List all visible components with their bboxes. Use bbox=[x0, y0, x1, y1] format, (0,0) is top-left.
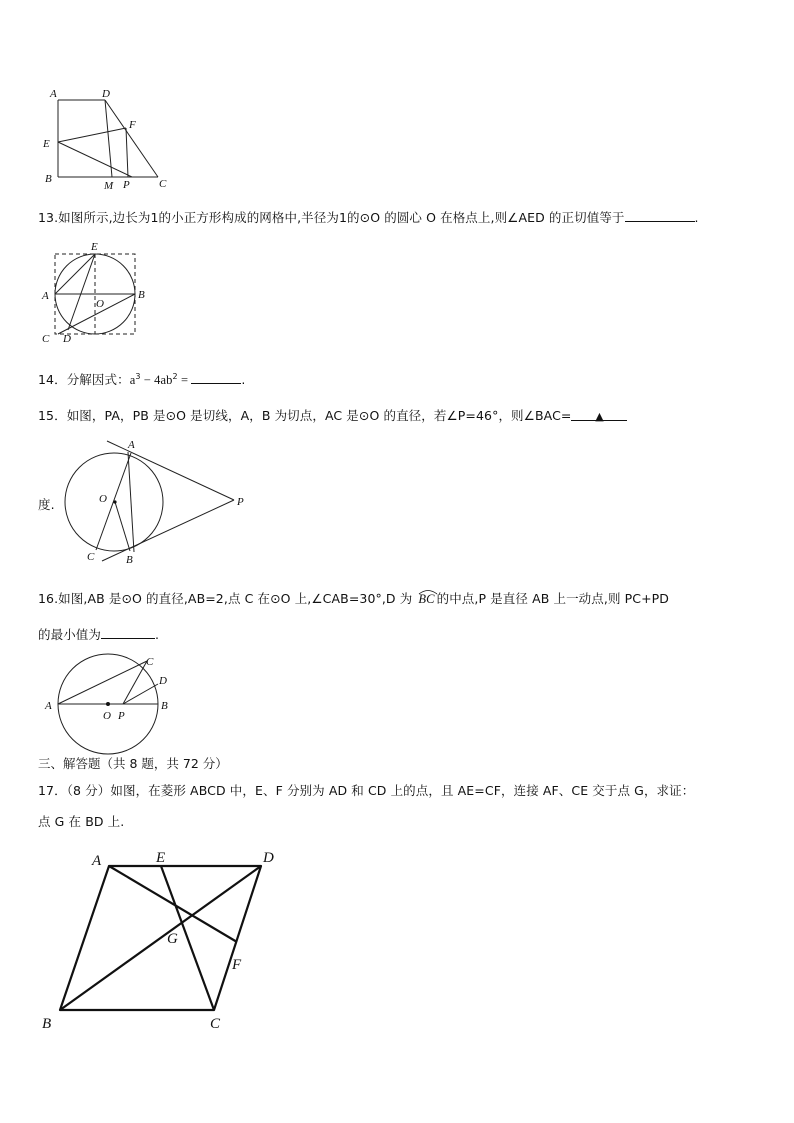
label-A: A bbox=[50, 88, 57, 100]
question-16-line1 bbox=[38, 589, 669, 607]
exponent-3: 3 bbox=[135, 372, 141, 381]
label-B: B bbox=[45, 173, 52, 185]
label-D: D bbox=[263, 850, 274, 866]
answer-blank-15 bbox=[571, 408, 627, 421]
label-A: A bbox=[128, 439, 135, 451]
question-16-text-b: 的中点,P 是直径 AB 上一动点,则 PC+PD bbox=[436, 591, 670, 606]
expr-eq: = bbox=[177, 373, 192, 387]
label-O: O bbox=[103, 710, 111, 722]
question-14-end: . bbox=[241, 372, 246, 387]
answer-blank-16 bbox=[101, 626, 155, 639]
label-D: D bbox=[102, 88, 110, 100]
section-heading-3: 三、解答题（共 8 题，共 72 分） bbox=[38, 756, 228, 771]
label-D: D bbox=[63, 333, 71, 345]
expr-mid: − 4ab bbox=[140, 373, 173, 387]
label-D: D bbox=[159, 675, 167, 687]
label-P: P bbox=[237, 496, 244, 508]
blank-mark: ▲ bbox=[595, 410, 604, 423]
label-E: E bbox=[156, 850, 166, 866]
label-A: A bbox=[92, 853, 102, 869]
question-17-line2 bbox=[38, 812, 124, 830]
question-16-end: . bbox=[155, 627, 160, 642]
expr-a: a bbox=[129, 373, 136, 387]
question-15-tail bbox=[38, 495, 55, 513]
question-17-line1-text: 17．（8 分）如图，在菱形 ABCD 中，E、F 分别为 AD 和 CD 上的点，且 AE=CF，连接 AF、CE 交于点 G，求证： bbox=[38, 783, 695, 798]
question-16-line2-text: 的最小值为 bbox=[38, 627, 102, 642]
label-C: C bbox=[42, 333, 50, 345]
label-F: F bbox=[232, 957, 242, 973]
exponent-2: 2 bbox=[172, 372, 178, 381]
question-17-line1 bbox=[38, 781, 694, 799]
figure-q12 bbox=[40, 85, 180, 195]
label-B: B bbox=[126, 554, 133, 566]
figure-q16-svg bbox=[40, 646, 180, 756]
answer-blank-13 bbox=[625, 209, 695, 222]
answer-blank-14 bbox=[191, 371, 241, 384]
label-C: C bbox=[87, 551, 95, 563]
label-B: B bbox=[138, 289, 145, 301]
question-15-tail-text: 度. bbox=[38, 497, 55, 512]
question-16-line2 bbox=[38, 625, 159, 643]
question-15-text: 15．如图，PA，PB 是⊙O 是切线，A，B 为切点，AC 是⊙O 的直径，若∠P=46°，则∠BAC= bbox=[38, 408, 572, 423]
figure-q16 bbox=[40, 646, 180, 756]
arc-BC bbox=[418, 592, 434, 607]
label-A: A bbox=[42, 290, 49, 302]
label-O: O bbox=[99, 493, 107, 505]
figure-q13-svg bbox=[38, 238, 158, 348]
label-A: A bbox=[45, 700, 52, 712]
label-M: M bbox=[104, 180, 114, 192]
label-P: P bbox=[123, 179, 130, 191]
question-15 bbox=[38, 406, 627, 424]
question-13-end: . bbox=[694, 210, 699, 225]
question-17-line2-text: 点 G 在 BD 上. bbox=[38, 814, 125, 829]
label-P: P bbox=[118, 710, 125, 722]
question-14 bbox=[38, 370, 245, 388]
question-13 bbox=[38, 208, 699, 226]
arc-label: BC bbox=[418, 592, 435, 606]
label-C: C bbox=[146, 656, 154, 668]
label-E: E bbox=[91, 241, 98, 253]
figure-q15-svg bbox=[62, 436, 262, 568]
figure-q17-svg bbox=[38, 845, 288, 1035]
label-B: B bbox=[42, 1016, 52, 1032]
question-14-prefix: 14．分解因式： bbox=[38, 372, 130, 387]
figure-q12-svg bbox=[40, 85, 180, 195]
label-E: E bbox=[43, 138, 50, 150]
label-C: C bbox=[210, 1016, 221, 1032]
figure-q17 bbox=[38, 845, 288, 1035]
center-point-O bbox=[113, 500, 116, 503]
label-F: F bbox=[129, 119, 136, 131]
arc-mark-icon bbox=[418, 589, 438, 595]
label-O: O bbox=[96, 298, 104, 310]
figure-q15 bbox=[62, 436, 262, 568]
figure-q13 bbox=[38, 238, 158, 348]
label-C: C bbox=[159, 178, 167, 190]
label-G: G bbox=[167, 931, 178, 947]
question-16-text-a: 16.如图,AB 是⊙O 的直径,AB=2,点 C 在⊙O 上,∠CAB=30°,D 为 bbox=[38, 591, 413, 606]
question-13-text: 13.如图所示,边长为1的小正方形构成的网格中,半径为1的⊙O 的圆心 O 在格点上,则∠AED 的正切值等于 bbox=[38, 210, 625, 225]
label-B: B bbox=[161, 700, 168, 712]
center-point-O bbox=[106, 702, 110, 706]
